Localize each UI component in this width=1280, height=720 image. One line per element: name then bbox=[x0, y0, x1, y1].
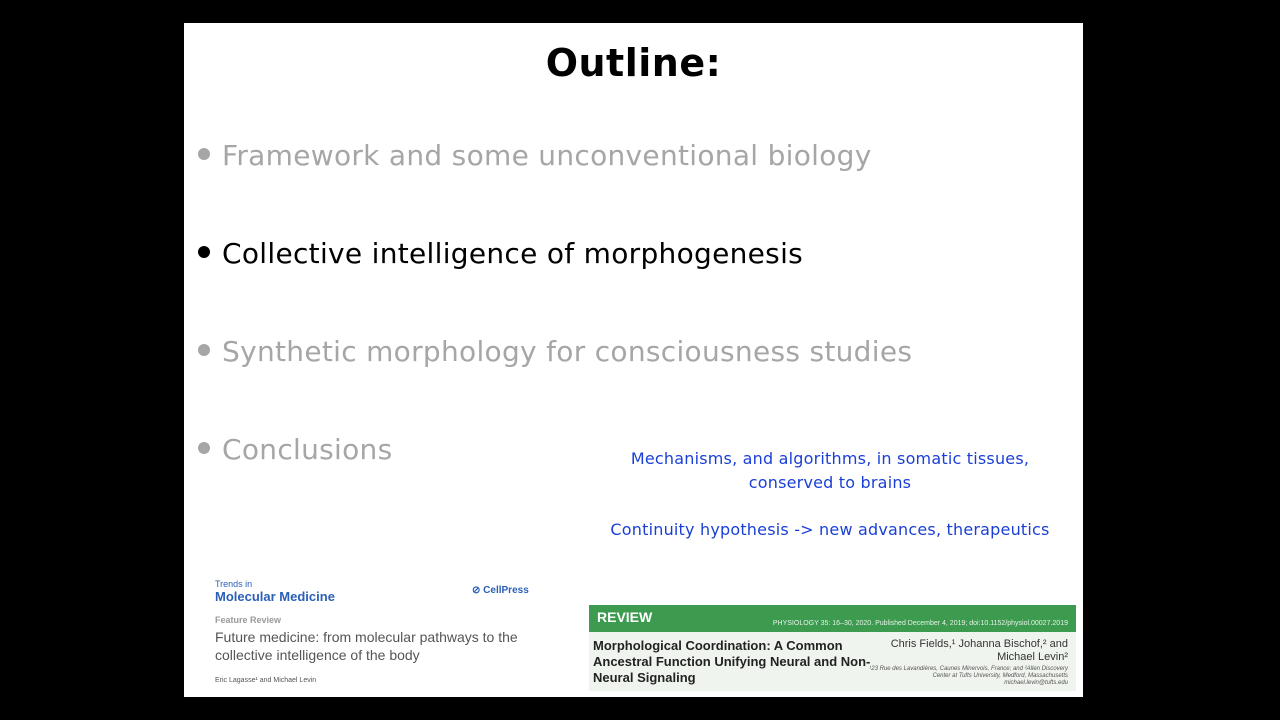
citation-meta: PHYSIOLOGY 35: 16–30, 2020. Published December 4, 2019; doi:10.1152/physiol.00027.2019 bbox=[772, 620, 1068, 627]
review-label: REVIEW bbox=[597, 609, 653, 625]
bullet-text: Collective intelligence of morphogenesis bbox=[222, 237, 804, 270]
bullet-dot bbox=[198, 442, 210, 454]
link-icon: ⊘ bbox=[472, 585, 481, 596]
bullet-framework bbox=[198, 139, 872, 172]
paper-affiliations: ¹23 Rue des Lavandières, Caunes Minervois, France; and ²Allen Discovery Center at Tufts University, Medford, Massachusetts michael.levin@tufts.edu bbox=[869, 666, 1068, 686]
note-line-1: Mechanisms, and algorithms, in somatic tissues, bbox=[630, 449, 1030, 468]
note-line-2: conserved to brains bbox=[748, 473, 912, 492]
bullet-text: Synthetic morphology for consciousness studies bbox=[222, 335, 913, 368]
paper-authors: Eric Lagasse¹ and Michael Levin bbox=[215, 677, 317, 684]
note-continuity: Continuity hypothesis -> new advances, therapeutics bbox=[610, 520, 1050, 539]
bullet-dot bbox=[198, 246, 210, 258]
bullet-collective-intelligence bbox=[198, 237, 803, 270]
bullet-dot bbox=[198, 344, 210, 356]
publisher-name: CellPress bbox=[483, 585, 529, 596]
bullet-dot bbox=[198, 148, 210, 160]
paper-title: Morphological Coordination: A Common Ancestral Function Unifying Neural and Non-Neural Signaling bbox=[593, 638, 871, 685]
article-kind: Feature Review bbox=[215, 615, 282, 625]
paper-title: Future medicine: from molecular pathways to the collective intelligence of the body bbox=[215, 629, 518, 663]
review-band bbox=[589, 605, 1076, 632]
slide bbox=[184, 23, 1083, 697]
bullet-text: Conclusions bbox=[222, 433, 393, 466]
slide-title: Outline: bbox=[545, 41, 722, 85]
bullet-conclusions bbox=[198, 433, 392, 466]
bullet-synthetic-morphology bbox=[198, 335, 912, 368]
paper-physiology-review bbox=[589, 605, 1076, 691]
paper-trends-molecular-medicine bbox=[214, 579, 529, 691]
paper-authors: Chris Fields,¹ Johanna Bischof,² and Michael Levin² bbox=[890, 638, 1068, 663]
cellpress-logo bbox=[472, 585, 529, 596]
bullet-text: Framework and some unconventional biology bbox=[222, 139, 872, 172]
note-mechanisms bbox=[610, 447, 1050, 495]
journal-name: Molecular Medicine bbox=[215, 589, 335, 604]
journal-prefix: Trends in bbox=[215, 579, 253, 589]
